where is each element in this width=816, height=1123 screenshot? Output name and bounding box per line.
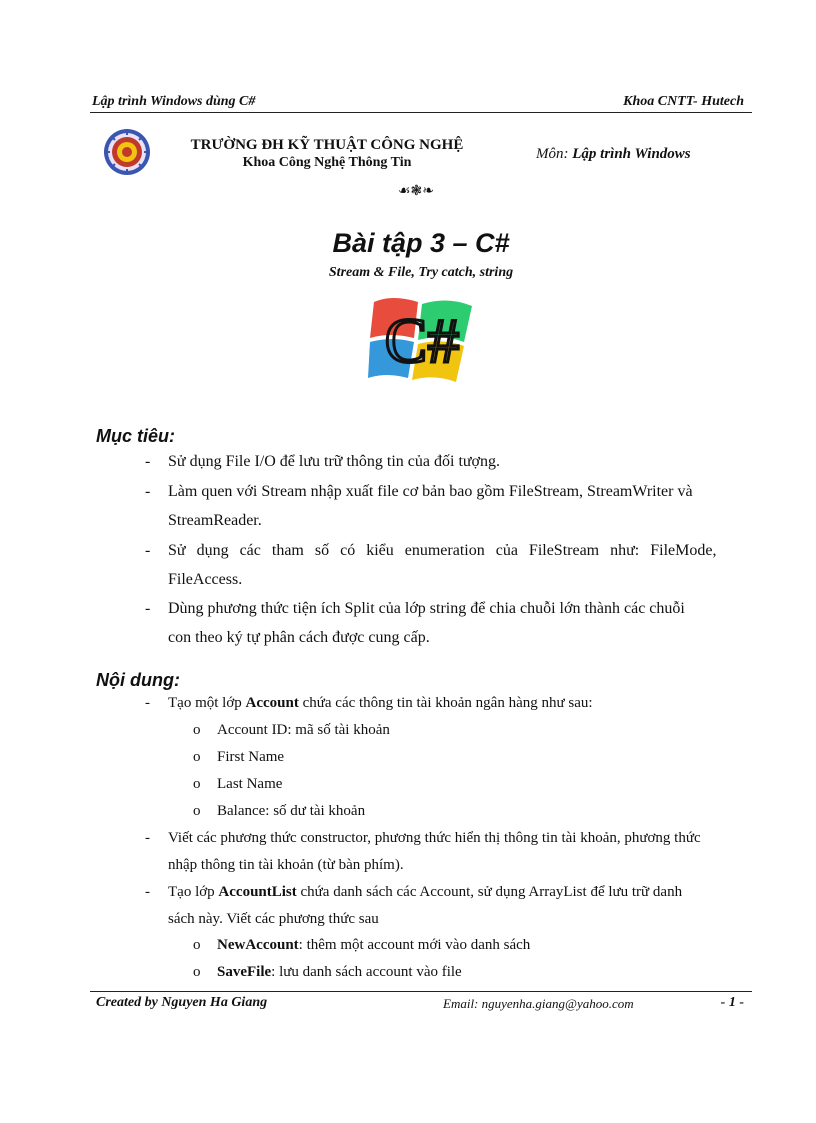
page-subtitle: Stream & File, Try catch, string bbox=[328, 265, 514, 280]
page-title: Bài tập 3 – C# bbox=[332, 228, 510, 258]
page-number: - 1 - bbox=[720, 995, 744, 1010]
faculty-name: Khoa Công Nghệ Thông Tin bbox=[242, 155, 412, 170]
header-right: Khoa CNTT- Hutech bbox=[623, 94, 744, 109]
school-logo-icon bbox=[103, 128, 151, 176]
footer-rule bbox=[90, 991, 752, 992]
footer-author: Created by Nguyen Ha Giang bbox=[96, 995, 268, 1010]
footer-email: Email: nguyenha.giang@yahoo.com bbox=[443, 996, 634, 1011]
csharp-windows-logo-icon bbox=[368, 288, 476, 384]
subject bbox=[536, 146, 691, 163]
subject-label: Môn: bbox=[536, 146, 569, 162]
header-left: Lập trình Windows dùng C# bbox=[92, 94, 256, 109]
header-rule bbox=[90, 112, 752, 113]
objectives-heading: Mục tiêu: bbox=[96, 426, 175, 446]
logo-text: C# bbox=[384, 305, 460, 376]
school-name: TRƯỜNG ĐH KỸ THUẬT CÔNG NGHỆ bbox=[190, 137, 464, 153]
ornament: ☙❃❧ bbox=[398, 184, 435, 199]
content-heading: Nội dung: bbox=[96, 670, 180, 690]
subject-value: Lập trình Windows bbox=[572, 146, 691, 162]
